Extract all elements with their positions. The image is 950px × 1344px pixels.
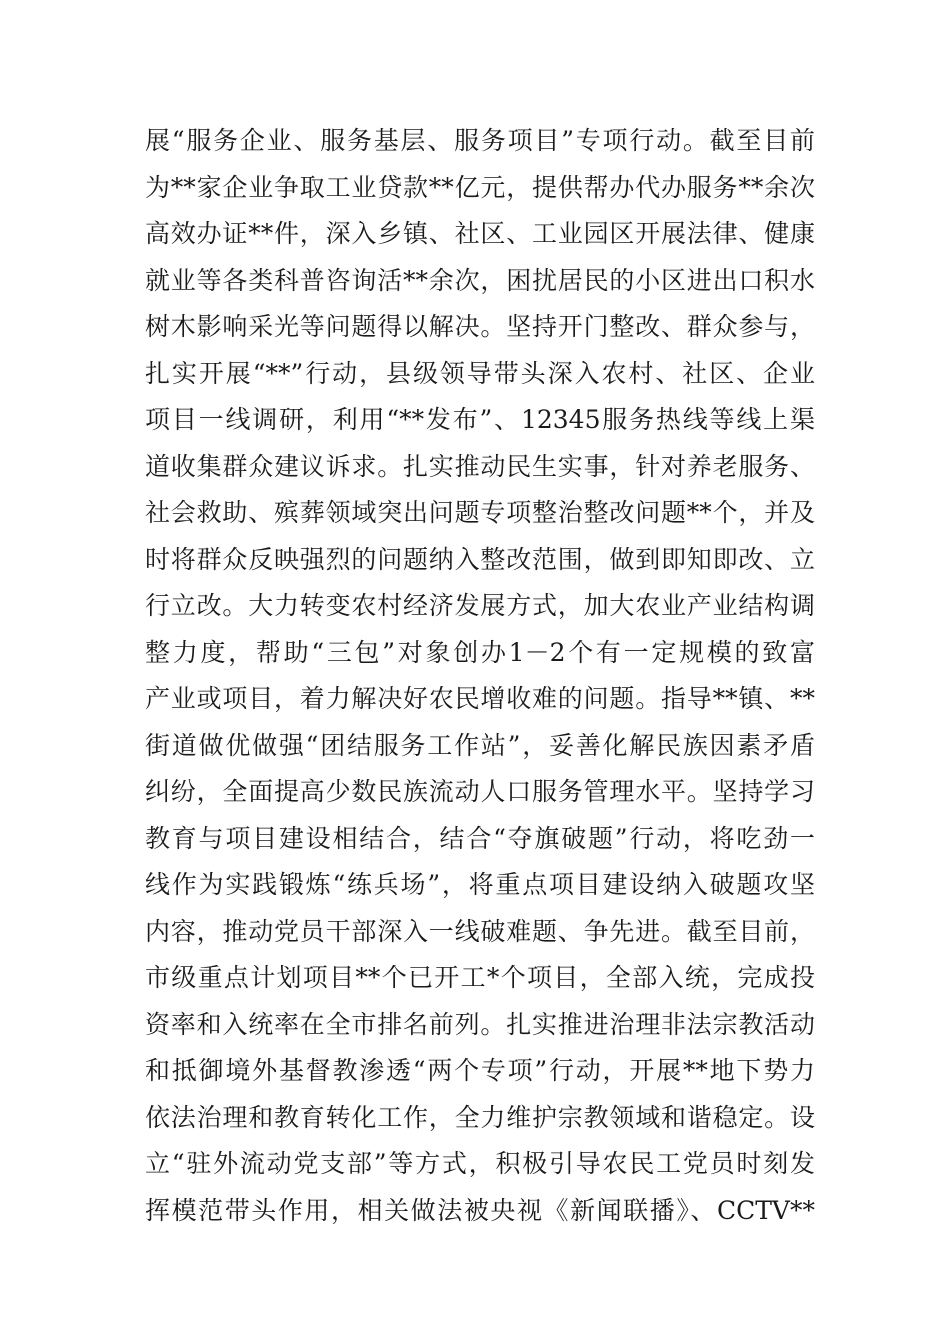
text-line-4: 就业等各类科普咨询活**余次，困扰居民的小区进出口积水 — [145, 265, 815, 295]
text-line-12: 整力度，帮助“三包”对象创办1－2个有一定规模的致富 — [145, 637, 815, 667]
text-line-13: 产业或项目，着力解决好农民增收难的问题。指导**镇、** — [145, 684, 815, 713]
text-line-20: 资率和入统率在全市排名前列。扎实推进治理非法宗教活动 — [145, 1009, 815, 1039]
text-line-5: 树木影响采光等问题得以解决。坚持开门整改、群众参与， — [145, 312, 815, 341]
text-line-19: 市级重点计划项目**个已开工*个项目，全部入统，完成投 — [145, 963, 815, 992]
text-line-17: 线作为实践锻炼“练兵场”，将重点项目建设纳入破题攻坚 — [145, 870, 815, 899]
text-line-8: 道收集群众建议诉求。扎实推动民生实事，针对养老服务、 — [145, 451, 815, 481]
text-line-14: 街道做优做强“团结服务工作站”，妥善化解民族因素矛盾 — [145, 730, 815, 760]
text-line-24: 挥模范带头作用，相关做法被央视《新闻联播》、CCTV** — [145, 1195, 815, 1225]
text-line-15: 纠纷，全面提高少数民族流动人口服务管理水平。坚持学习 — [145, 777, 815, 806]
text-line-1: 展“服务企业、服务基层、服务项目”专项行动。截至目前 — [145, 126, 815, 155]
text-line-2: 为**家企业争取工业贷款**亿元，提供帮办代办服务**余次 — [145, 172, 815, 202]
text-line-23: 立“驻外流动党支部”等方式，积极引导农民工党员时刻发 — [145, 1149, 815, 1178]
text-line-3: 高效办证**件，深入乡镇、社区、工业园区开展法律、健康 — [145, 219, 815, 248]
text-line-9: 社会救助、殡葬领域突出问题专项整治整改问题**个，并及 — [145, 498, 815, 527]
text-line-21: 和抵御境外基督教渗透“两个专项”行动，开展**地下势力 — [145, 1056, 815, 1085]
body-text — [145, 118, 815, 1234]
text-line-7: 项目一线调研，利用“**发布”、12345服务热线等线上渠 — [145, 405, 815, 434]
text-line-22: 依法治理和教育转化工作，全力维护宗教领域和谐稳定。设 — [145, 1102, 815, 1132]
text-line-11: 行立改。大力转变农村经济发展方式，加大农业产业结构调 — [145, 591, 815, 620]
text-line-10: 时将群众反映强烈的问题纳入整改范围，做到即知即改、立 — [145, 544, 815, 574]
text-line-6: 扎实开展“**”行动，县级领导带头深入农村、社区、企业 — [145, 358, 815, 388]
text-line-18: 内容，推动党员干部深入一线破难题、争先进。截至目前， — [145, 916, 815, 946]
text-line-16: 教育与项目建设相结合，结合“夺旗破题”行动，将吃劲一 — [145, 823, 815, 853]
